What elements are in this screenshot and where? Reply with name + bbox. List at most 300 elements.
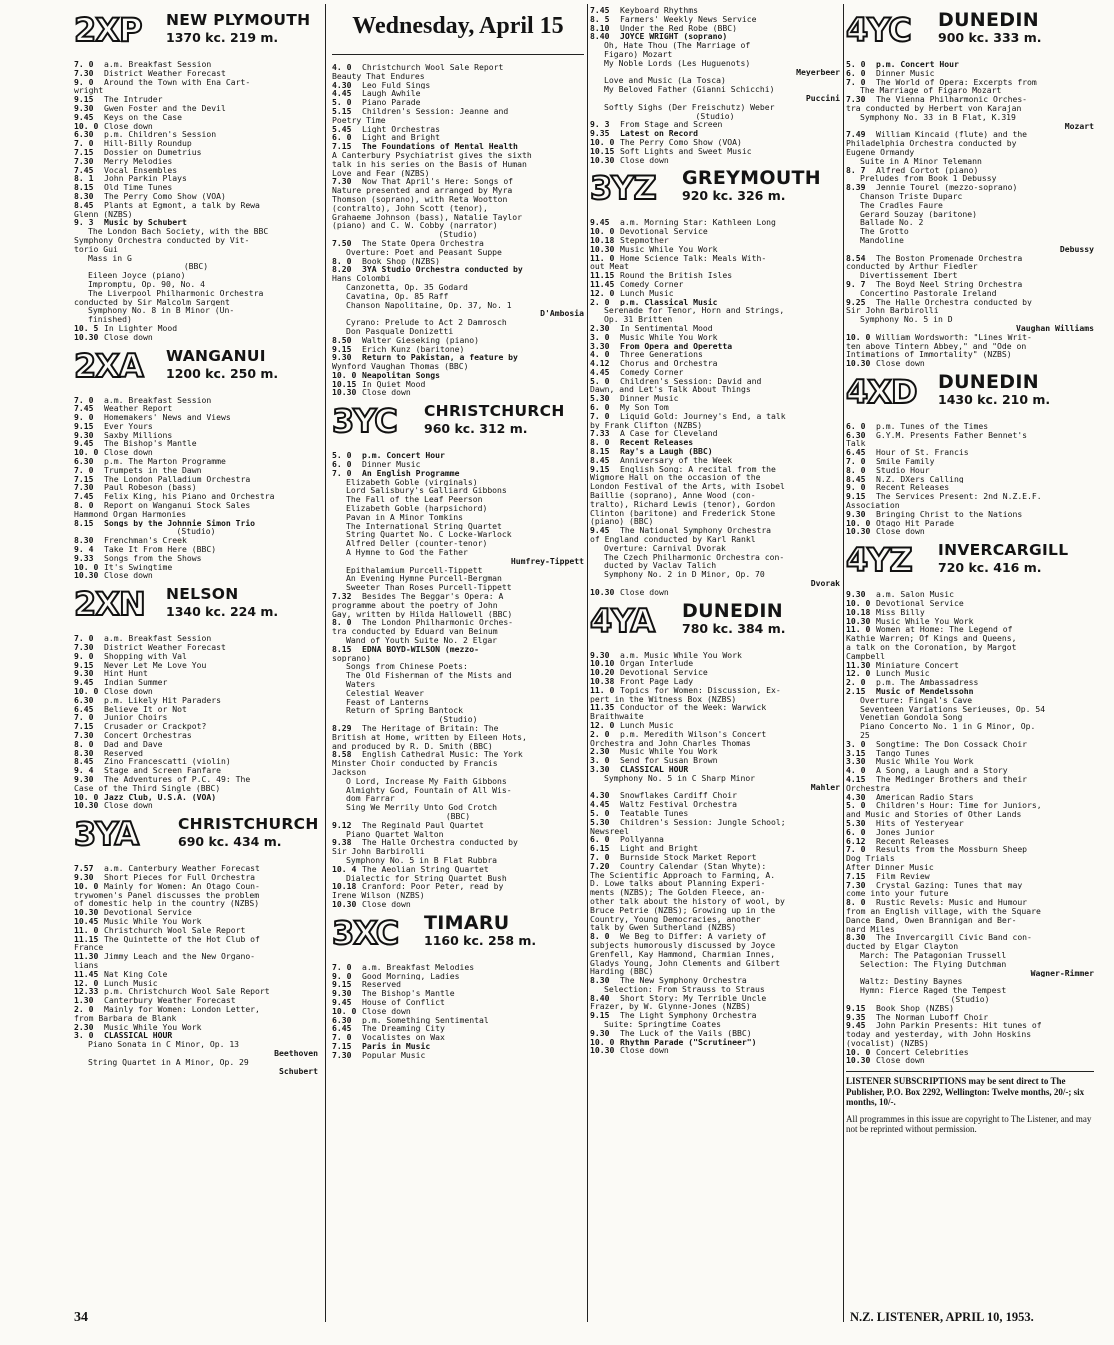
- program-text: (Studio): [438, 715, 478, 724]
- program-time: 10. 4: [332, 864, 357, 874]
- program-entry: [332, 380, 584, 389]
- program-title: Keyboard Rhythms: [620, 6, 698, 15]
- program-entry: [74, 563, 318, 572]
- station-logo: 2XA: [74, 346, 143, 385]
- program-entry: [590, 368, 840, 377]
- program-title: Children's Hour: Time for Juniors,: [876, 801, 1042, 811]
- program-entry: [74, 183, 318, 192]
- program-time: 8.40: [590, 32, 610, 42]
- program-title: The Norman Luboff Choir: [876, 1012, 989, 1022]
- program-text: Vaughan Williams: [1016, 323, 1094, 333]
- program-time: 8.29: [332, 723, 352, 733]
- program-entry: [74, 536, 318, 545]
- program-entry: [332, 239, 584, 248]
- program-title: The Medinger Brothers and their: [876, 774, 1028, 784]
- program-title: Miniature Concert: [876, 660, 959, 670]
- program-entry: [332, 63, 584, 72]
- program-time: 5. 0: [846, 801, 866, 811]
- program-title: p.m. Something Sentimental: [362, 1015, 489, 1025]
- column-rule: [587, 4, 588, 1322]
- program-title: The World of Opera: Excerpts from: [876, 77, 1037, 87]
- program-entry: [846, 617, 1094, 626]
- program-text: Piano Quartet Walton: [346, 829, 444, 839]
- program-text: Dialectic for String Quartet Bush: [346, 873, 507, 883]
- program-text: Preludes from Book 1 Debussy: [860, 174, 997, 184]
- program-title: Gwen Foster and the Devil: [104, 103, 226, 113]
- program-title: Book Shop (NZBS): [362, 256, 440, 266]
- program-text: Chanson Napolitaine, Op. 37, No. 1: [346, 300, 512, 310]
- program-title: Country Calendar (Stan Whyte):: [620, 861, 767, 871]
- program-title: Close down: [104, 571, 153, 581]
- program-time: 11.15: [590, 271, 615, 280]
- program-title: a.m. Canterbury Weather Forecast: [104, 864, 260, 873]
- program-time: 10.30: [590, 587, 615, 597]
- program-entry: [74, 192, 318, 201]
- program-time: 3.15: [846, 748, 866, 758]
- program-entry: [590, 218, 840, 227]
- program-text: Cavatina, Op. 85 Raff: [346, 291, 449, 301]
- program-title: Music While You Work: [104, 1022, 202, 1032]
- program-title: Music While You Work: [104, 916, 202, 926]
- program-entry: [846, 872, 1094, 881]
- program-time: 5. 0: [332, 451, 352, 461]
- program-title: Devotional Service: [620, 668, 708, 677]
- program-text: String Quartet No. C Locke-Warlock: [346, 530, 512, 540]
- program-time: 10.30: [846, 616, 871, 626]
- program-entry: [846, 60, 1094, 69]
- program-entry: [74, 705, 318, 714]
- program-time: 11.45: [74, 969, 99, 979]
- program-time: 11. 0: [590, 253, 615, 263]
- program-title: Close down: [876, 527, 925, 537]
- program-entry: [846, 599, 1094, 608]
- program-title: The Adventures of P.C. 49: The: [104, 774, 251, 784]
- program-time: 8. 0: [332, 256, 352, 266]
- program-title: Songs from the Shows: [104, 553, 202, 563]
- program-text: Baillie (soprano), Anne Wood (con-: [590, 491, 756, 500]
- program-text: The Scientific Approach to Farming, A.: [590, 870, 776, 880]
- program-title: Zino Francescatti (violin): [104, 757, 231, 767]
- program-time: 10. 0: [74, 448, 99, 458]
- program-time: 8. 0: [846, 465, 866, 475]
- program-text: Hammond Organ Harmonies: [74, 509, 187, 519]
- program-title: Light Orchestras: [362, 124, 440, 134]
- program-time: 7. 0: [74, 634, 94, 644]
- program-time: 10.15: [332, 379, 357, 389]
- program-text: The Czech Philharmonic Orchestra con-: [604, 552, 785, 562]
- program-time: 7.15: [74, 474, 94, 484]
- program-entry: [590, 120, 840, 129]
- program-time: 2.15: [846, 687, 866, 696]
- program-text: nard Miles: [846, 924, 895, 934]
- program-entry: [590, 809, 840, 818]
- program-entry: [846, 95, 1094, 104]
- program-title: Three Generations: [620, 350, 703, 360]
- program-time: 8.30: [74, 191, 94, 201]
- program-title: Concert Celebrities: [876, 1047, 969, 1057]
- program-title: Under the Red Robe (BBC): [620, 23, 737, 33]
- program-time: 3. 0: [590, 756, 610, 765]
- program-text: Thomson (soprano), with Reta Wootton: [332, 194, 508, 204]
- program-entry: [74, 122, 318, 131]
- program-entry: [332, 972, 584, 981]
- program-time: 2. 0: [590, 729, 610, 739]
- program-entry: [590, 659, 840, 668]
- program-entry: [74, 413, 318, 422]
- program-title: Keys on the Case: [104, 112, 182, 122]
- program-time: 10. 0: [74, 687, 99, 696]
- program-time: 6.30: [74, 457, 94, 466]
- program-time: 5. 0: [332, 98, 352, 107]
- program-text: The International String Quartet: [346, 521, 502, 531]
- program-time: 7.30: [332, 177, 352, 187]
- program-text: Campbell: [846, 651, 885, 661]
- program-entry: [74, 908, 318, 917]
- program-entry: [332, 371, 584, 380]
- program-title: Vocal Ensembles: [104, 165, 178, 175]
- program-entry: [590, 465, 840, 474]
- program-text: lians: [74, 960, 99, 970]
- program-entry: [590, 394, 840, 403]
- program-entry: [332, 89, 584, 98]
- program-time: 10.30: [846, 527, 871, 537]
- station-frequency: 920 kc. 326 m.: [682, 188, 786, 204]
- program-time: 6. 0: [846, 827, 866, 837]
- program-title: Popular Music: [362, 1050, 426, 1060]
- program-entry: [74, 139, 318, 148]
- program-title: Recent Releases: [876, 483, 950, 493]
- program-title: William Wordsworth: "Lines Writ-: [876, 332, 1032, 342]
- program-time: 12. 0: [74, 978, 99, 988]
- program-time: 10.30: [590, 1046, 615, 1056]
- program-time: 9.30: [846, 590, 866, 600]
- program-text: (piano) (BBC): [590, 517, 654, 527]
- program-time: 9. 0: [74, 413, 94, 422]
- program-title: Paul Robeson (bass): [104, 483, 197, 493]
- program-title: American Radio Stars: [876, 792, 974, 802]
- program-title: Children's Session: Jeanne and: [362, 106, 509, 116]
- program-time: 8.15: [74, 183, 94, 192]
- program-title: The Perry Como Show (VOA): [104, 191, 226, 201]
- program-text: Dog Trials: [846, 854, 895, 863]
- program-entry: [74, 661, 318, 670]
- program-entry: [846, 475, 1094, 484]
- program-text: The Fall of the Leaf Peerson: [346, 495, 483, 505]
- program-title: Comedy Corner: [620, 367, 684, 377]
- program-title: p.m. Meredith Wilson's Concert: [620, 729, 767, 739]
- program-time: 10. 0: [332, 370, 357, 380]
- program-time: 9.15: [332, 980, 352, 990]
- program-title: English Cathedral Music: The York: [362, 750, 523, 760]
- program-title: a.m. Morning Star: Kathleen Long: [620, 218, 776, 228]
- program-title: A Case for Cleveland: [620, 429, 718, 439]
- program-text: Seventeen Variations Serieuses, Op. 54: [860, 704, 1046, 714]
- program-text: Meyerbeer: [796, 67, 840, 77]
- program-title: Besides The Beggar's Opera: A: [362, 592, 504, 601]
- program-title: The Foundations of Mental Health: [362, 142, 518, 151]
- program-title: Close down: [104, 332, 153, 342]
- program-time: 9.12: [332, 820, 352, 830]
- program-entry: [590, 147, 840, 156]
- program-entry: [74, 722, 318, 731]
- program-entry: [590, 324, 840, 333]
- program-text: Concertino Pastorale Ireland: [860, 288, 997, 298]
- program-title: Topics for Women: Discussion, Ex-: [620, 685, 781, 695]
- program-text: Pavan in A Minor Tomkins: [346, 512, 463, 522]
- program-title: We Beg to Differ: A variety of: [620, 932, 767, 941]
- program-title: The Invercargill Civic Band con-: [876, 933, 1032, 943]
- program-entry: [74, 926, 318, 935]
- program-text: Figaro) Mozart: [604, 49, 673, 59]
- program-text: (Studio): [950, 994, 990, 1004]
- program-title: Now That April's Here: Songs of: [362, 177, 514, 187]
- program-entry: [846, 1004, 1094, 1013]
- program-title: The Boston Promenade Orchestra: [876, 253, 1023, 263]
- program-entry: [846, 775, 1094, 784]
- program-title: Plants at Egmont, a talk by Rewa: [104, 200, 260, 210]
- program-entry: [332, 133, 584, 142]
- program-text: Sweeter Than Roses Purcell-Tippett: [346, 583, 512, 593]
- program-text: and Music and Stories of Other Lands: [846, 810, 1022, 819]
- program-text: Irene Wilson (NZBS): [332, 891, 425, 900]
- program-time: 7. 0: [590, 411, 610, 421]
- program-entry: [590, 730, 840, 739]
- program-time: 7.49: [846, 130, 866, 140]
- program-entry: [332, 645, 584, 654]
- program-text: come into your future: [846, 889, 949, 899]
- program-entry: [74, 78, 318, 87]
- program-time: 9. 3: [590, 120, 610, 130]
- program-text: Mass in G: [88, 253, 132, 263]
- program-time: 11. 0: [74, 925, 99, 935]
- program-title: Close down: [362, 899, 411, 909]
- program-title: Close down: [362, 388, 411, 398]
- program-text: Dance Band, Owen Brannigan and Ber-: [846, 915, 1017, 925]
- program-entry: [332, 469, 584, 478]
- program-entry: [590, 1011, 840, 1020]
- program-text: (contralto), John Scott (tenor),: [332, 203, 488, 213]
- program-title: p.m. The Marton Programme: [104, 457, 226, 466]
- program-entry: [332, 980, 584, 989]
- program-time: 8.45: [74, 757, 94, 767]
- program-time: 10. 0: [74, 792, 99, 802]
- program-time: 2. 0: [74, 1004, 94, 1014]
- program-time: 11.30: [74, 952, 99, 961]
- program-entry: [74, 731, 318, 740]
- program-text: Venetian Gondola Song: [860, 713, 963, 723]
- program-time: 4.45: [590, 800, 610, 809]
- program-entry: [74, 466, 318, 475]
- program-entry: [846, 422, 1094, 431]
- program-entry: [590, 588, 840, 597]
- program-entry: [590, 791, 840, 800]
- program-time: 9.45: [846, 1021, 866, 1031]
- program-title: Liquid Gold: Journey's End, a talk: [620, 411, 786, 421]
- program-text: Love and Fear (NZBS): [332, 168, 430, 178]
- program-time: 5. 0: [590, 808, 610, 818]
- program-entry: [590, 227, 840, 236]
- program-title: Devotional Service: [876, 599, 964, 608]
- program-entry: [590, 298, 840, 307]
- program-text: Cyrano: Prelude to Act 2 Damrosch: [346, 318, 507, 327]
- program-title: Take It From Here (BBC): [104, 545, 217, 554]
- program-time: 10. 0: [846, 1047, 871, 1057]
- program-title: The National Symphony Orchestra: [620, 526, 772, 536]
- program-title: Book Shop (NZBS): [876, 1003, 954, 1013]
- program-title: CLASSICAL HOUR: [620, 764, 689, 774]
- station-header: [846, 10, 1094, 58]
- program-time: 7. 0: [332, 1033, 352, 1042]
- program-text: and produced by R. D. Smith (BBC): [332, 741, 493, 751]
- program-entry: [74, 864, 318, 873]
- program-time: 9.15: [74, 660, 94, 670]
- program-title: Music by Schubert: [104, 218, 187, 228]
- program-title: Lunch Music: [620, 720, 674, 730]
- program-text: trywomen's Panel discusses the problem: [74, 890, 260, 900]
- program-time: 7.30: [74, 643, 94, 652]
- program-title: District Weather Forecast: [104, 643, 226, 652]
- program-text: Mandoline: [860, 235, 904, 245]
- program-time: 2.30: [590, 747, 610, 757]
- program-time: 4.12: [590, 359, 610, 368]
- subscriptions-note: LISTENER SUBSCRIPTIONS may be sent direct to The Publisher, P.O. Box 2292, Wellington: Twelve months, 20/-; six months, 10/-.: [846, 1071, 1094, 1108]
- program-text: Overture: Poet and Peasant Suppe: [346, 247, 502, 257]
- program-time: 7. 0: [74, 465, 94, 475]
- program-time: 9. 0: [74, 77, 94, 87]
- program-title: Hits of Yesteryear: [876, 818, 964, 828]
- program-time: 7.45: [74, 492, 94, 502]
- program-entry: [590, 1029, 840, 1038]
- program-entry: [590, 703, 840, 712]
- program-time: 9.30: [590, 650, 610, 660]
- program-text: out Meat: [590, 262, 629, 272]
- program-title: Ray's a Laugh (BBC): [620, 447, 713, 456]
- program-entry: [74, 422, 318, 431]
- station-city: DUNEDIN: [682, 599, 783, 622]
- program-text: Suite in A Minor Telemann: [860, 156, 982, 166]
- program-entry: [590, 447, 840, 456]
- program-text: O Lord, Increase My Faith Gibbons: [346, 776, 507, 786]
- program-text: Alfred Deller (counter-tenor): [346, 539, 488, 549]
- station-logo: 3YA: [74, 815, 139, 854]
- program-text: Impromptu, Op. 90, No. 4: [88, 279, 205, 289]
- program-title: Waltz Festival Orchestra: [620, 800, 737, 809]
- program-time: 9.35: [846, 1012, 866, 1022]
- program-entry: [590, 818, 840, 827]
- program-time: 4.30: [332, 80, 352, 90]
- program-entry: [846, 845, 1094, 854]
- program-text: today and yesterday, with John Hoskins: [846, 1030, 1032, 1039]
- program-entry: [74, 801, 318, 810]
- program-entry: [590, 686, 840, 695]
- program-text: British at Home, written by Eileen Hots,: [332, 732, 527, 742]
- program-time: 8.45: [590, 455, 610, 465]
- program-title: Hour of St. Francis: [876, 448, 969, 458]
- program-entry: [590, 254, 840, 263]
- program-text: (Studio): [438, 230, 478, 239]
- program-time: 3. 0: [74, 1031, 94, 1041]
- program-text: Love and Music (La Tosca): [604, 76, 726, 86]
- program-time: 7. 0: [74, 713, 94, 723]
- program-title: a.m. Music While You Work: [620, 650, 742, 660]
- program-text: Mozart: [1064, 121, 1094, 131]
- program-title: Devotional Service: [104, 908, 192, 917]
- program-text: Piano Sonata in C Minor, Op. 13: [88, 1040, 240, 1049]
- program-title: Never Let Me Love You: [104, 660, 207, 670]
- program-entry: [846, 1048, 1094, 1057]
- program-entry: [846, 130, 1094, 139]
- program-time: 6.45: [74, 704, 94, 714]
- program-time: 7.45: [590, 6, 610, 15]
- program-title: Smile Family: [876, 457, 935, 466]
- program-time: 6.30: [74, 130, 94, 140]
- station-header: [332, 401, 584, 449]
- program-time: 10.15: [590, 146, 615, 156]
- program-time: 7.20: [590, 861, 610, 871]
- program-entry: [332, 265, 584, 274]
- program-title: Crystal Gazing: Tunes that may: [876, 880, 1023, 890]
- program-time: 3.30: [590, 341, 610, 351]
- program-time: 9.15: [846, 1003, 866, 1013]
- program-time: 10.38: [590, 677, 615, 686]
- program-title: Studio Hour: [876, 465, 930, 475]
- program-time: 4.15: [846, 774, 866, 784]
- program-time: 9.30: [74, 774, 94, 784]
- program-entry: [846, 757, 1094, 766]
- program-time: 10.18: [846, 607, 871, 617]
- program-entry: [332, 81, 584, 90]
- program-time: 7. 0: [846, 77, 866, 87]
- program-title: It's Swingtime: [104, 562, 173, 572]
- program-title: Lunch Music: [876, 669, 930, 679]
- program-title: Trumpets in the Dawn: [104, 465, 202, 475]
- station-header: [846, 540, 1094, 588]
- program-title: Light and Bright: [620, 844, 698, 853]
- program-entry: [590, 429, 840, 438]
- program-text: of England conducted by Karl Rankl: [590, 535, 756, 544]
- program-title: Bringing Christ to the Nations: [876, 509, 1023, 519]
- program-time: 8.20: [332, 265, 352, 275]
- program-time: 10. 0: [74, 121, 99, 131]
- program-text: Op. 31 Britten: [604, 315, 673, 324]
- program-title: Reserved: [104, 748, 143, 758]
- program-entry: [332, 353, 584, 362]
- station-logo: 3YC: [332, 402, 397, 441]
- program-time: 7.45: [74, 404, 94, 414]
- program-title: Leo Fuld Sings: [362, 80, 431, 90]
- program-text: Gladys Young, John Clements and Gilbert: [590, 958, 781, 968]
- program-text: Country, Young Democracies, another: [590, 914, 761, 924]
- program-entry: [846, 749, 1094, 758]
- program-entry: [74, 696, 318, 705]
- program-time: 6.45: [846, 448, 866, 458]
- program-entry: [74, 157, 318, 166]
- program-entry: [846, 669, 1094, 678]
- program-time: 10. 0: [590, 137, 615, 147]
- program-entry: [590, 651, 840, 660]
- program-title: Hill-Billy Roundup: [104, 139, 192, 148]
- program-entry: [332, 963, 584, 972]
- program-text: Poetry Time: [332, 115, 386, 125]
- program-title: Conductor of the Week: Warwick: [620, 703, 767, 713]
- program-entry: [590, 526, 840, 535]
- station-city: DUNEDIN: [938, 9, 1039, 31]
- program-entry: [590, 377, 840, 386]
- program-time: 7.15: [74, 147, 94, 157]
- program-text: The Cradles Faure: [860, 200, 943, 210]
- program-text: tra conducted by Eduard van Beinum: [332, 627, 498, 637]
- program-entry: [590, 438, 840, 447]
